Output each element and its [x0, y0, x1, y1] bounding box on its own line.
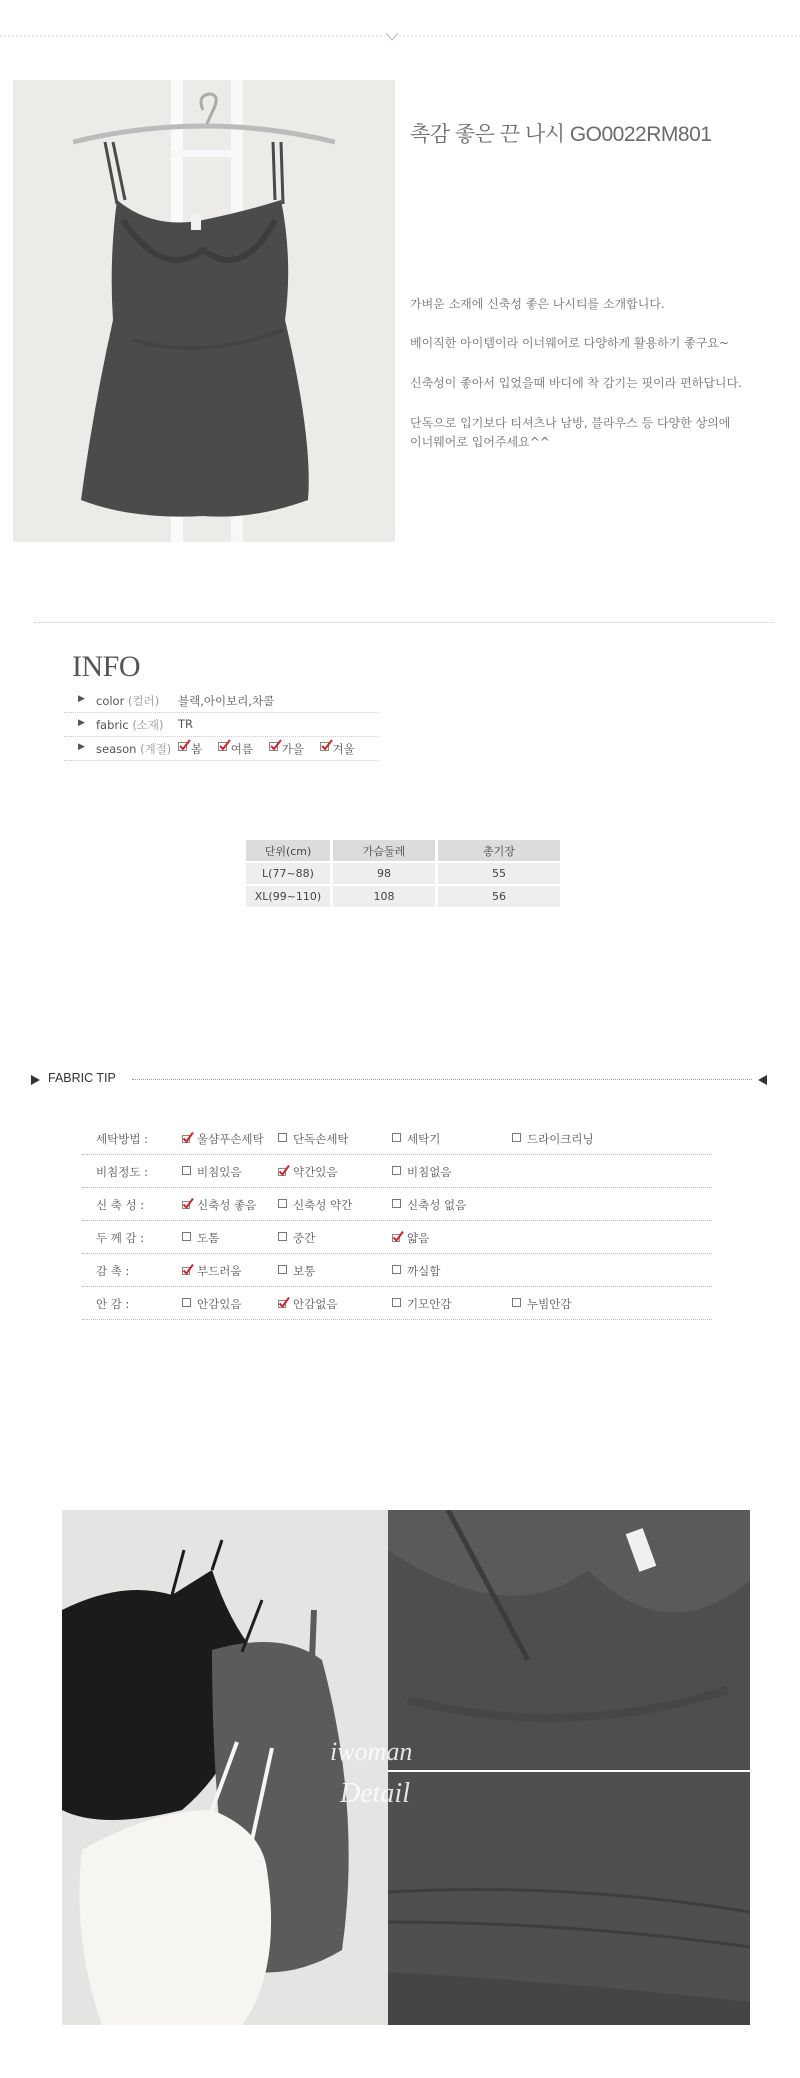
empty-checkbox-icon: [392, 1133, 401, 1142]
season-winter: 겨울: [320, 741, 355, 757]
fabric-tip-option: [182, 1230, 219, 1246]
empty-checkbox-icon: [392, 1166, 401, 1175]
empty-checkbox-icon: [182, 1232, 191, 1241]
size-cell: 55: [438, 863, 560, 884]
watermark-line-2: Detail: [340, 1778, 410, 1809]
product-description-line: 신축성이 좋아서 입었을때 바디에 착 감기는 핏이라 편하답니다.: [410, 376, 742, 390]
fabric-tip-option: [182, 1131, 264, 1147]
fabric-tip-option-label: 부드러움: [197, 1264, 242, 1278]
triangle-bullet-icon: ▶: [78, 694, 85, 704]
iwoman-detail-watermark: [300, 1720, 480, 1840]
size-header-cell: 총기장: [438, 840, 560, 861]
empty-checkbox-icon: [392, 1298, 401, 1307]
left-triangle-icon: [756, 1074, 768, 1086]
size-cell: L(77~88): [246, 863, 330, 884]
section-divider: [34, 622, 774, 623]
info-row-color: [64, 689, 378, 713]
info-label: color (컬러): [96, 694, 160, 708]
size-cell: 108: [333, 886, 435, 907]
fabric-tip-option-label: 비침없음: [407, 1165, 452, 1179]
empty-checkbox-icon: [182, 1166, 191, 1175]
info-label: fabric (소재): [96, 718, 164, 732]
empty-checkbox-icon: [278, 1133, 287, 1142]
fabric-tip-label: 안 감 :: [96, 1297, 130, 1311]
checkmark-icon: [320, 739, 333, 752]
fabric-tip-option-label: 중간: [293, 1231, 316, 1245]
fabric-tip-row: [82, 1155, 712, 1188]
fabric-tip-option: [182, 1197, 256, 1213]
triangle-bullet-icon: ▶: [78, 718, 85, 728]
empty-checkbox-icon: [392, 1199, 401, 1208]
empty-checkbox-icon: [512, 1133, 521, 1142]
fabric-tip-option-label: 신축성 약간: [293, 1198, 353, 1212]
checkmark-icon: [178, 739, 191, 752]
fabric-tip-option-label: 드라이크리닝: [527, 1132, 594, 1146]
fabric-tip-row: [82, 1221, 712, 1254]
fabric-tip-row: [82, 1188, 712, 1221]
product-description-line: 이너웨어로 입어주세요^^: [410, 435, 550, 449]
fabric-tip-option: [278, 1164, 337, 1180]
fabric-tip-option-label: 세탁기: [407, 1132, 441, 1146]
fabric-tip-option: [278, 1296, 337, 1312]
fabric-tip-option-label: 안감있음: [197, 1297, 242, 1311]
fabric-tip-row: [82, 1254, 712, 1287]
fabric-tip-option: [392, 1230, 429, 1246]
fabric-tip-label: 두 께 감 :: [96, 1231, 145, 1245]
watermark-line-1: iwoman: [330, 1737, 413, 1766]
fabric-tip-title: FABRIC TIP: [48, 1071, 116, 1085]
empty-checkbox-icon: [278, 1232, 287, 1241]
fabric-tip-label: 신 축 성 :: [96, 1198, 145, 1212]
info-label: season (계절): [96, 742, 172, 756]
fabric-tip-option: [392, 1197, 466, 1213]
size-cell: XL(99~110): [246, 886, 330, 907]
size-table-header: [246, 840, 560, 861]
info-value: TR: [178, 717, 194, 731]
fabric-tip-option: [392, 1131, 440, 1147]
fabric-tip-option-label: 신축성 좋음: [197, 1198, 257, 1212]
empty-checkbox-icon: [182, 1298, 191, 1307]
product-main-photo: [13, 80, 395, 542]
fabric-tip-option: [278, 1263, 315, 1279]
fabric-tip-option-label: 보통: [293, 1264, 316, 1278]
info-heading: INFO: [72, 650, 141, 683]
fabric-tip-option-label: 신축성 없음: [407, 1198, 467, 1212]
empty-checkbox-icon: [278, 1265, 287, 1274]
product-description-line: 가벼운 소재에 신축성 좋은 나시티를 소개합니다.: [410, 297, 665, 311]
fabric-tip-option-label: 울샴푸손세탁: [197, 1132, 264, 1146]
fabric-tip-row: [82, 1287, 712, 1320]
fabric-tip-option: [392, 1263, 440, 1279]
checkmark-icon: [278, 1165, 290, 1177]
size-table: [243, 838, 563, 909]
triangle-bullet-icon: ▶: [78, 742, 85, 752]
fabric-tip-option: [278, 1230, 315, 1246]
info-row-fabric: [64, 713, 378, 737]
fabric-tip-label: 비침정도 :: [96, 1165, 148, 1179]
season-spring: 봄: [178, 741, 202, 757]
product-title: 촉감 좋은 끈 나시 GO0022RM801: [410, 123, 712, 146]
fabric-tip-option-label: 도톰: [197, 1231, 220, 1245]
product-description-line: 베이직한 아이템이라 이너웨어로 다양하게 활용하기 좋구요~: [410, 336, 729, 350]
checkmark-icon: [182, 1198, 194, 1210]
info-row-season: [64, 737, 378, 761]
fabric-tip-option-label: 안감없음: [293, 1297, 338, 1311]
fabric-tip-label: 감 촉 :: [96, 1264, 130, 1278]
size-cell: 56: [438, 886, 560, 907]
checkmark-icon: [182, 1264, 194, 1276]
fabric-tip-option: [392, 1296, 451, 1312]
fabric-tip-option: [278, 1131, 349, 1147]
fabric-tip-option-label: 까실함: [407, 1264, 441, 1278]
fabric-tip-option: [278, 1197, 352, 1213]
info-value: 블랙,아이보리,차콜: [178, 694, 275, 708]
fabric-tip-option: [182, 1296, 241, 1312]
checkmark-icon: [218, 739, 231, 752]
fabric-tip-option-label: 기모안감: [407, 1297, 452, 1311]
fabric-tip-rule: [132, 1079, 752, 1080]
season-summer: 여름: [218, 741, 253, 757]
product-description-line: 단독으로 입기보다 티셔츠나 남방, 블라우스 등 다양한 상의에: [410, 416, 731, 430]
empty-checkbox-icon: [392, 1265, 401, 1274]
empty-checkbox-icon: [278, 1199, 287, 1208]
table-row: [246, 886, 560, 907]
season-autumn: 가을: [269, 741, 304, 757]
fabric-tip-option: [392, 1164, 451, 1180]
checkmark-icon: [182, 1132, 194, 1144]
table-row: [246, 863, 560, 884]
fabric-tip-option-label: 누빔안감: [527, 1297, 572, 1311]
fabric-tip-option: [512, 1131, 594, 1147]
size-cell: 98: [333, 863, 435, 884]
checkmark-icon: [392, 1231, 404, 1243]
size-header-cell: 단위(cm): [246, 840, 330, 861]
empty-checkbox-icon: [512, 1298, 521, 1307]
fabric-tip-option-label: 비침있음: [197, 1165, 242, 1179]
fabric-tip-label: 세탁방법 :: [96, 1132, 148, 1146]
triangle-bullet-icon: [30, 1074, 42, 1086]
size-header-cell: 가슴둘레: [333, 840, 435, 861]
fabric-tip-option-label: 약간있음: [293, 1165, 338, 1179]
fabric-tip-option-label: 단독손세탁: [293, 1132, 349, 1146]
top-divider: [0, 33, 800, 43]
checkmark-icon: [278, 1297, 290, 1309]
season-list: [178, 741, 367, 757]
fabric-tip-option: [512, 1296, 571, 1312]
fabric-tip-option-label: 얇음: [407, 1231, 430, 1245]
fabric-tip-row: [82, 1122, 712, 1155]
fabric-tip-option: [182, 1263, 241, 1279]
checkmark-icon: [269, 739, 282, 752]
fabric-tip-option: [182, 1164, 241, 1180]
